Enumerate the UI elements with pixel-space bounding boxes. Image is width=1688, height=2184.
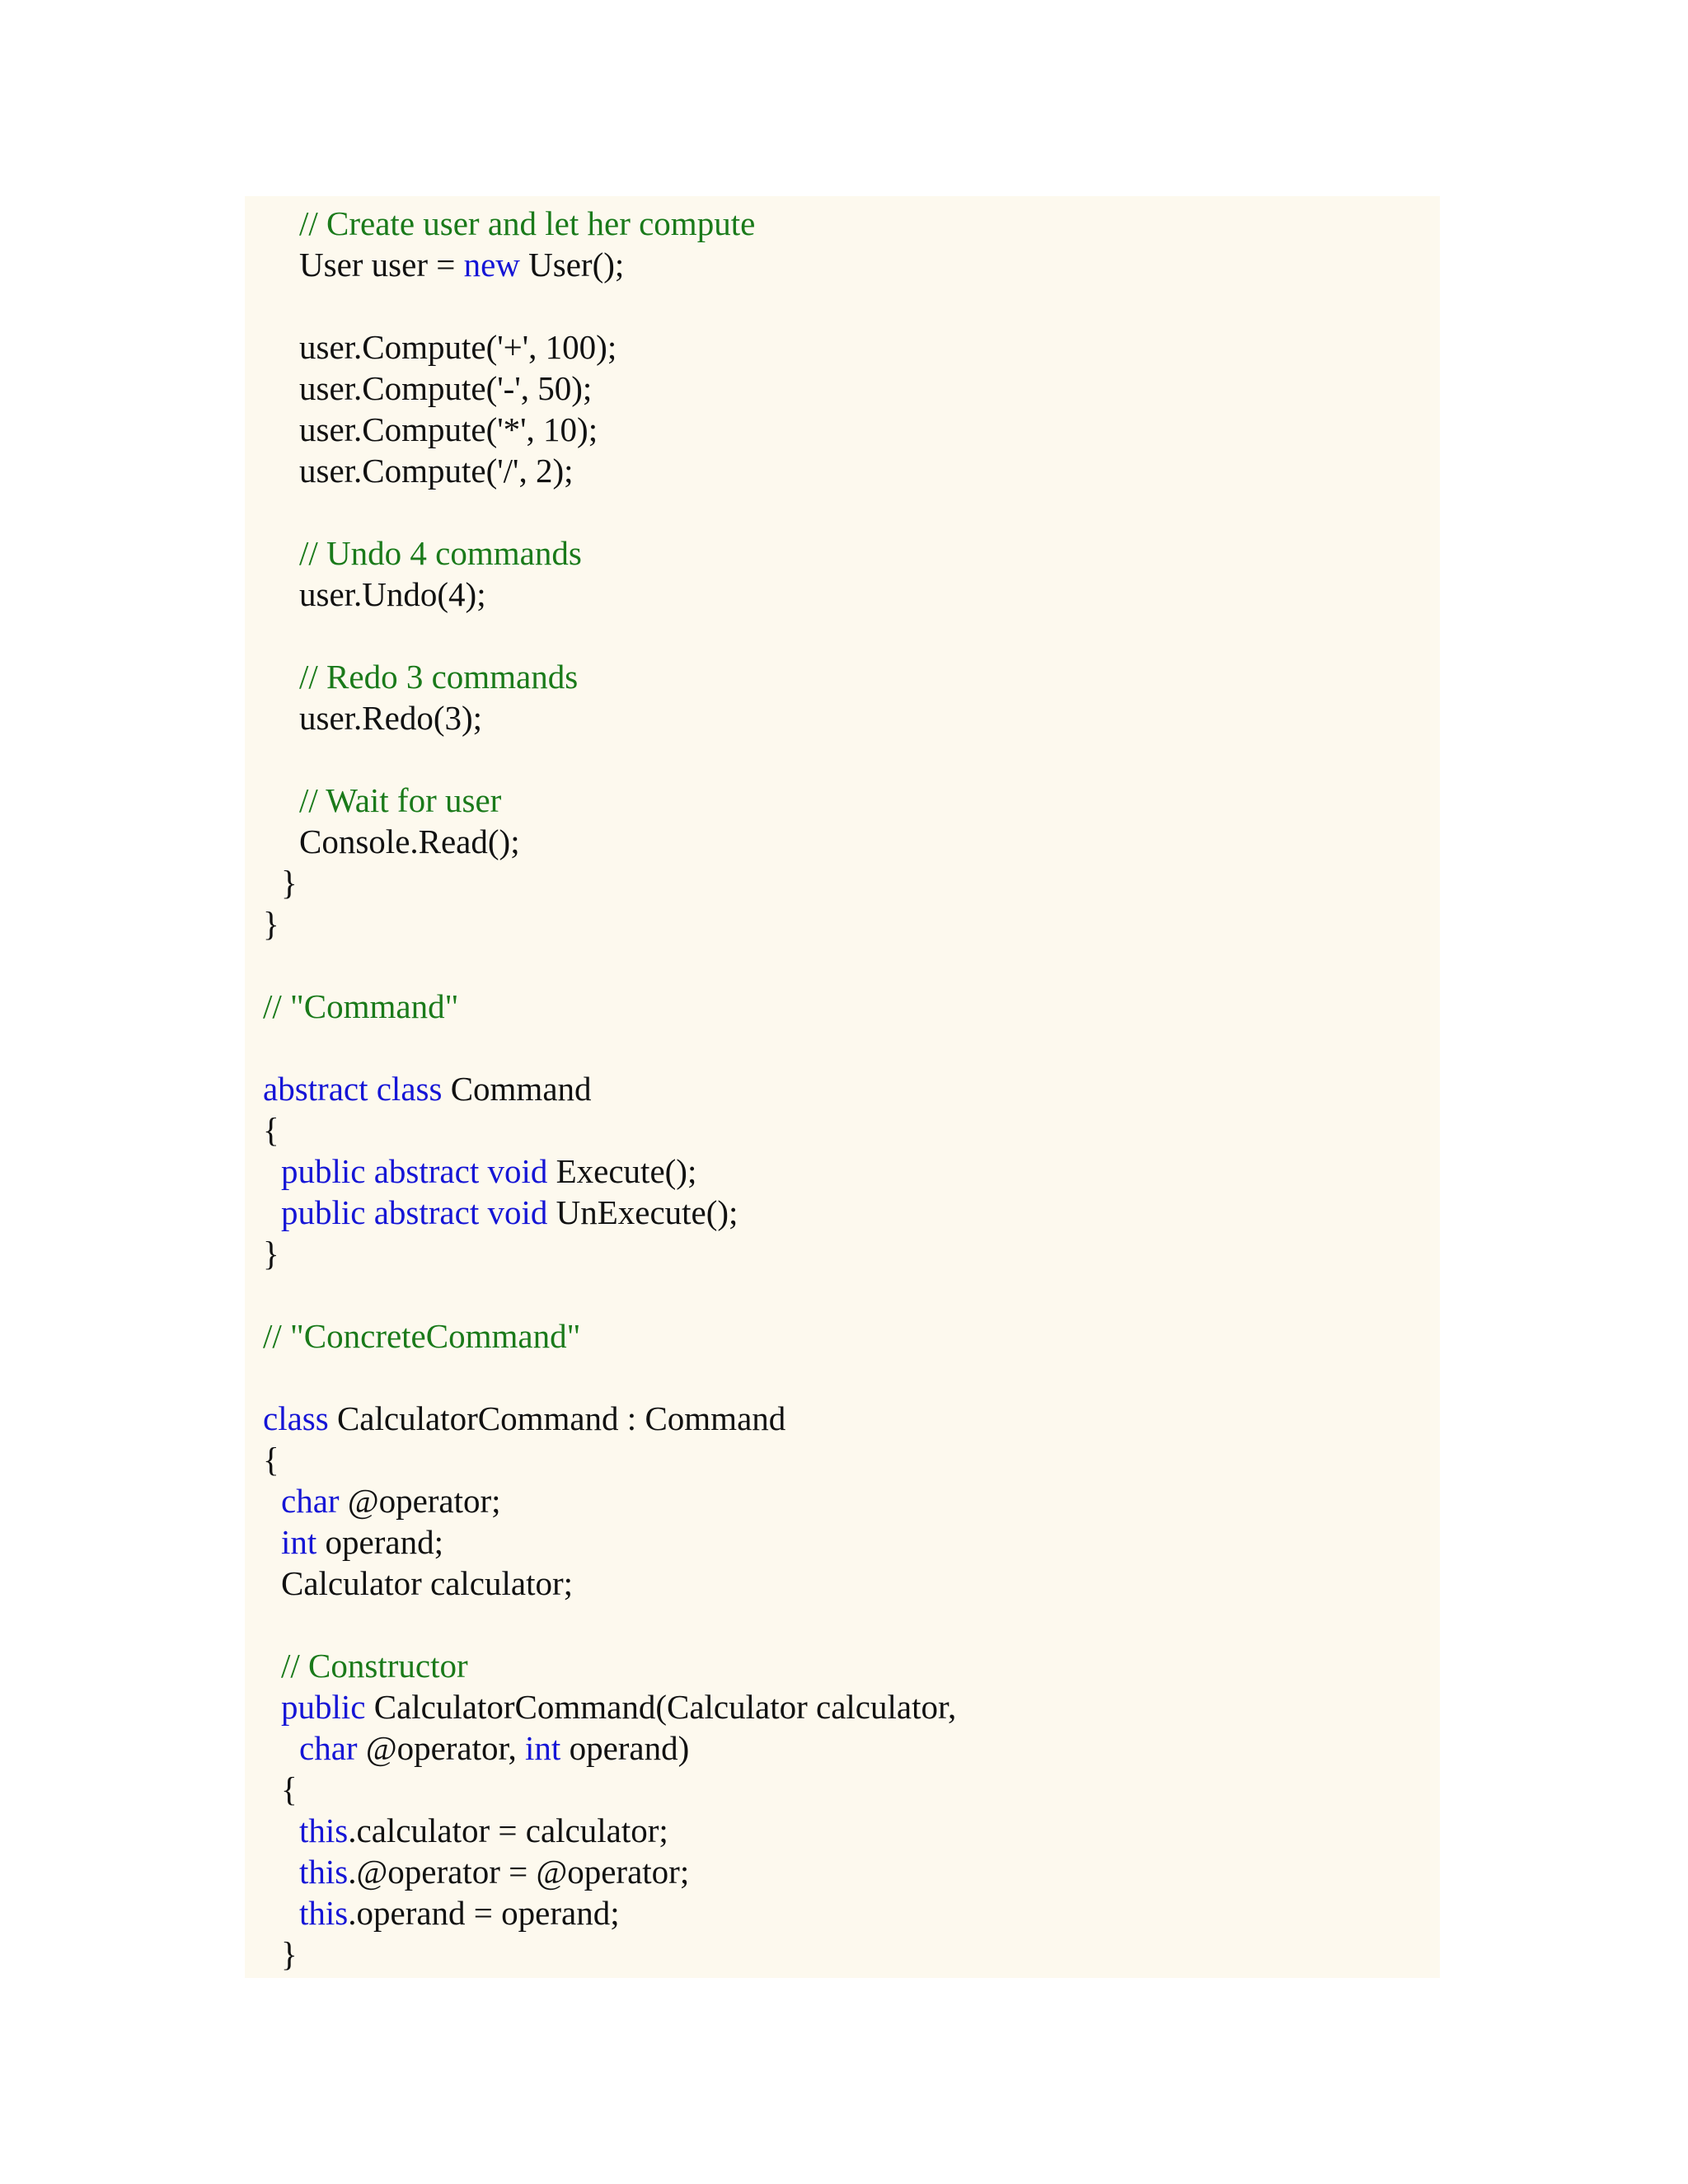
code-line: [245, 491, 1440, 532]
code-line: [245, 697, 1440, 738]
code-line: [245, 574, 1440, 615]
code-token-text: User();: [519, 246, 625, 284]
code-line: [245, 738, 1440, 780]
code-line: [245, 944, 1440, 986]
code-line: [245, 1892, 1440, 1933]
code-token-keyword: public abstract void: [281, 1152, 548, 1190]
code-line: [245, 1192, 1440, 1233]
code-token-text: user.Compute('-', 50);: [299, 369, 593, 407]
code-line: [245, 986, 1440, 1027]
code-line: [245, 1933, 1440, 1975]
code-line: [245, 1233, 1440, 1274]
code-token-comment: // Create user and let her compute: [299, 204, 756, 242]
code-token-text: }: [281, 864, 298, 902]
code-token-text: {: [263, 1111, 279, 1149]
code-line: [245, 615, 1440, 656]
code-token-keyword: this: [299, 1853, 349, 1891]
code-line: [245, 1109, 1440, 1151]
code-token-text: }: [263, 1235, 279, 1272]
code-token-text: operand): [560, 1729, 690, 1767]
code-line: [245, 656, 1440, 697]
code-token-comment: // "ConcreteCommand": [263, 1317, 581, 1355]
code-token-text: user.Redo(3);: [299, 699, 483, 737]
code-token-text: user.Compute('*', 10);: [299, 410, 598, 448]
code-token-text: Command: [442, 1070, 592, 1108]
code-token-comment: // Constructor: [281, 1647, 468, 1685]
code-line: [245, 821, 1440, 862]
code-line: [245, 532, 1440, 574]
code-token-keyword: int: [525, 1729, 561, 1767]
code-line: [245, 1480, 1440, 1521]
code-token-text: operand;: [316, 1523, 443, 1561]
code-token-text: {: [281, 1770, 298, 1808]
code-token-keyword: new: [463, 246, 520, 284]
code-token-text: Execute();: [547, 1152, 697, 1190]
code-line: [245, 368, 1440, 409]
code-token-keyword: this: [299, 1894, 349, 1932]
code-token-comment: // Redo 3 commands: [299, 658, 579, 696]
code-line: [245, 1645, 1440, 1686]
code-line: [245, 1151, 1440, 1192]
code-token-keyword: public abstract void: [281, 1193, 548, 1231]
code-token-text: }: [263, 905, 279, 943]
code-line: [245, 1686, 1440, 1727]
code-token-text: Console.Read();: [299, 823, 520, 860]
code-line: [245, 1769, 1440, 1810]
code-line: [245, 1274, 1440, 1315]
code-token-text: user.Compute('+', 100);: [299, 328, 617, 366]
code-line: [245, 1068, 1440, 1109]
code-line: [245, 1027, 1440, 1068]
code-token-text: }: [281, 1935, 298, 1973]
code-listing: [245, 196, 1440, 1978]
code-token-text: @operator;: [339, 1482, 501, 1520]
code-token-comment: // "Command": [263, 987, 459, 1025]
code-token-text: .calculator = calculator;: [348, 1811, 668, 1849]
code-token-text: User user =: [299, 246, 464, 284]
code-line: [245, 862, 1440, 903]
code-line: [245, 1563, 1440, 1604]
code-token-text: UnExecute();: [547, 1193, 738, 1231]
code-line: [245, 409, 1440, 450]
code-token-text: Calculator calculator;: [281, 1564, 574, 1602]
code-line: [245, 203, 1440, 244]
code-token-keyword: this: [299, 1811, 349, 1849]
code-token-text: CalculatorCommand : Command: [328, 1399, 786, 1437]
code-line: [245, 1315, 1440, 1357]
code-token-keyword: class: [263, 1399, 329, 1437]
code-line: [245, 1521, 1440, 1563]
code-line: [245, 1604, 1440, 1645]
code-line: [245, 450, 1440, 491]
code-line: [245, 1357, 1440, 1398]
code-line: [245, 1810, 1440, 1851]
code-token-text: {: [263, 1441, 279, 1479]
code-token-keyword: char: [299, 1729, 358, 1767]
code-token-comment: // Undo 4 commands: [299, 534, 582, 572]
code-token-text: CalculatorCommand(Calculator calculator,: [365, 1688, 957, 1726]
code-token-keyword: abstract class: [263, 1070, 443, 1108]
code-line: [245, 244, 1440, 285]
code-line: [245, 285, 1440, 326]
code-token-keyword: char: [281, 1482, 340, 1520]
code-line: [245, 326, 1440, 368]
code-token-text: user.Undo(4);: [299, 575, 486, 613]
code-token-text: .@operator = @operator;: [348, 1853, 690, 1891]
code-token-keyword: public: [281, 1688, 366, 1726]
code-token-keyword: int: [281, 1523, 317, 1561]
code-line: [245, 1439, 1440, 1480]
code-line: [245, 1727, 1440, 1769]
code-line: [245, 780, 1440, 821]
code-token-text: @operator,: [357, 1729, 526, 1767]
code-token-comment: // Wait for user: [299, 781, 502, 819]
code-line: [245, 1398, 1440, 1439]
code-line: [245, 1851, 1440, 1892]
code-line: [245, 903, 1440, 944]
code-token-text: .operand = operand;: [348, 1894, 620, 1932]
code-token-text: user.Compute('/', 2);: [299, 452, 574, 490]
